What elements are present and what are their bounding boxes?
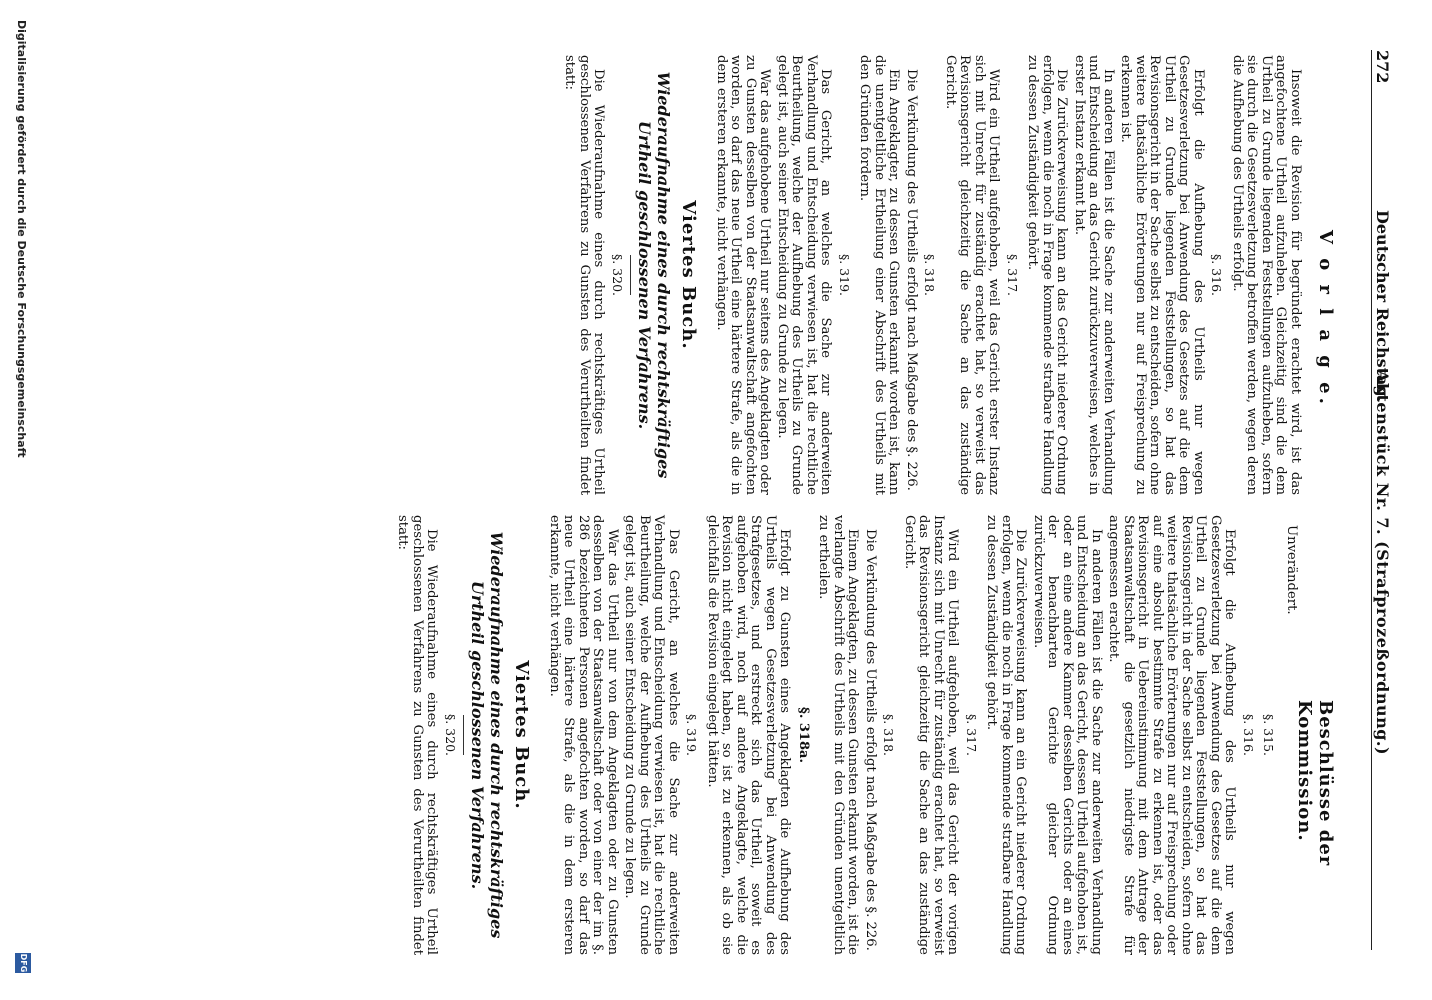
- divider: [630, 255, 631, 295]
- right-column: [392, 515, 1302, 955]
- page-number: 272: [1373, 50, 1392, 84]
- paragraph: Das Gericht, an welches die Sache zur anderweiten Verhandlung und Entscheidung verwiesen ist, hat die rechtliche Beurtheilung, welche der Aufhebung des Urtheils zu Grunde gelegt ist, auch seiner Entscheidung zu Grunde zu legen.: [622, 515, 681, 955]
- section-number: §. 320.: [443, 713, 458, 757]
- paragraph: War das Urtheil nur von dem Angeklagten oder zu Gunsten desselben von der Staatsanwaltschaft oder von einer der im §. 286 bezeichneten Personen angefochten worden, so darf das neue Urtheil eine härtere Strafe, als die in dem ersteren erkannte, nicht verhängen.: [547, 515, 620, 955]
- paragraph: Die Wiederaufnahme eines durch rechtskräftiges Urtheil geschlossenen Verfahrens zu Gunsten des Verurtheilten findet statt:: [395, 515, 440, 955]
- paragraph: Ein Angeklagter, zu dessen Gunsten erkannt worden ist, kann die unentgeltliche Ertheilung einer Abschrift des Urtheils mit den Gründen fordern.: [857, 55, 902, 495]
- paragraph: Wird ein Urtheil aufgehoben, weil das Gericht erster Instanz sich mit Unrecht für zuständig erachtet hat, so verweist das Revisionsgericht gleichzeitig die Sache an das zuständige Gericht.: [943, 55, 1002, 495]
- paragraph: Die Verkündung des Urtheils erfolgt nach Maßgabe des §. 226.: [863, 529, 878, 951]
- section-number: §. 318.: [881, 713, 897, 757]
- book-heading: Viertes Buch.: [678, 200, 700, 350]
- paragraph: Erfolgt zu Gunsten eines Angeklagten die Aufhebung des Urtheils wegen Gesetzesverletzung bei Anwendung des Strafgesetzes, und erstreckt sich das Urtheil, soweit es aufgehoben wird, noch auf andere Angeklagte, welche die Revision nicht eingelegt haben, so ist zu erkennen, als ob sie gleichfalls die Revision eingelegt hätten.: [705, 515, 793, 955]
- header-title: Deutscher Reichstag.: [1373, 210, 1392, 403]
- section-number: §. 318a.: [796, 707, 811, 763]
- footer-credit: Digitalisierung gefördert durch die Deutsche Forschungsgemeinschaft: [15, 20, 28, 458]
- book-heading: Viertes Buch.: [511, 660, 533, 810]
- section-number: §. 320.: [610, 253, 625, 297]
- section-number: §. 319.: [837, 253, 852, 297]
- right-column-heading: Beschlüsse der Kommission.: [1294, 700, 1336, 867]
- header-rule: [1371, 50, 1372, 950]
- section-number: §. 315.: [1261, 713, 1277, 757]
- paragraph: Wird ein Urtheil aufgehoben, weil das Gericht der vorigen Instanz sich mit Unrecht für zuständig erachtet hat, so verweist das Revisionsgericht gleichzeitig die Sache an das zuständige Gericht.: [902, 515, 961, 955]
- paragraph: Die Verkündung des Urtheils erfolgt nach Maßgabe des §. 226.: [904, 69, 919, 491]
- section-number: §. 316.: [1241, 713, 1256, 757]
- header-subtitle: Aktenstück Nr. 7. (Strafprozeßordnung.): [1373, 370, 1392, 756]
- section-number: §. 318.: [922, 253, 938, 297]
- paragraph: Einem Angeklagten, zu dessen Gunsten erkannt worden, ist die verlangte Abschrift des Urtheils mit den Gründen unentgeltlich zu ertheilen.: [816, 515, 861, 955]
- section-number: §. 317.: [964, 713, 979, 757]
- section-number: §. 316.: [1209, 253, 1225, 297]
- divider: [463, 715, 464, 755]
- paragraph: Die Zurückverweisung kann an ein Gericht niederer Ordnung erfolgen, wenn die noch in Frage kommende strafbare Handlung zu dessen Zuständigkeit gehört.: [984, 515, 1029, 955]
- section-number: §. 317.: [1005, 253, 1020, 297]
- unchanged-note: Unverändert.: [1284, 525, 1299, 615]
- paragraph: Erfolgt die Aufhebung des Urtheils nur wegen Gesetzesverletzung bei Anwendung des Gesetzes auf die dem Urtheil zu Grunde liegenden Feststellungen, so hat das Revisionsgericht in der Sache selbst zu entscheiden, sofern ohne weitere thatsächliche Erörterungen nur auf Freisprechung zu erkennen ist.: [1118, 55, 1206, 495]
- page-header: [1373, 40, 1424, 980]
- paragraph: Insoweit die Revision für begründet erachtet wird, ist das angefochtene Urtheil aufzuheben. Gleichzeitig sind die dem Urtheil zu Grunde liegenden Feststellungen aufzuheben, sofern sie durch die Gesetzesverletzung betroffen werden, wegen deren die Aufhebung des Urtheils erfolgt.: [1230, 55, 1303, 495]
- book-title: Wiederaufnahme eines durch rechtskräftiges Urtheil geschlossenen Verfahrens.: [468, 531, 506, 939]
- left-column: [559, 55, 1302, 495]
- paragraph: Die Zurückverweisung kann an das Gericht niederer Ordnung erfolgen, wenn die noch in Frage kommende strafbare Handlung zu dessen Zuständigkeit gehört.: [1025, 55, 1070, 495]
- paragraph: In anderen Fällen ist die Sache zur anderweiten Verhandlung und Entscheidung an das Gericht, dessen Urtheil aufgehoben ist, oder an eine andere Kammer desselben Gerichts oder an eines der benachbarten Gerichte gleicher Ordnung zurückzuverweisen.: [1031, 515, 1104, 955]
- dfg-logo: DFG: [15, 953, 31, 973]
- section-number: §. 319.: [684, 713, 700, 757]
- left-column-heading: V o r l a g e.: [1315, 230, 1336, 408]
- paragraph: War das aufgehobene Urtheil nur seitens des Angeklagten oder zu Gunsten desselben von der Staatsanwaltschaft angefochten worden, so darf das neue Urtheil eine härtere Strafe, als die in dem ersteren erkannte, nicht verhängen.: [714, 55, 773, 495]
- paragraph: Die Wiederaufnahme eines durch rechtskräftiges Urtheil geschlossenen Verfahrens zu Gunsten des Verurtheilten findet statt:: [562, 55, 607, 495]
- paragraph: In anderen Fällen ist die Sache zur anderweiten Verhandlung und Entscheidung an das Gericht zurückzuverweisen, welches in erster Instanz erkannt hat.: [1072, 55, 1116, 495]
- paragraph: Erfolgt die Aufhebung des Urtheils nur wegen Gesetzesverletzung bei Anwendung des Gesetzes auf die dem Urtheil zu Grunde liegenden Feststellungen, so hat das Revisionsgericht in der Sache selbst zu entscheiden, sofern ohne weitere thatsächliche Erörterungen nur auf Freisprechung oder auf eine absolut bestimmte Strafe zu erkennen ist, oder das Revisionsgericht in Uebereinstimmung mit dem Antrage der Staatsanwaltschaft die gesetzlich niedrigste Strafe für angemessen erachtet.: [1106, 515, 1238, 955]
- paragraph: Das Gericht, an welches die Sache zur anderweiten Verhandlung und Entscheidung verwiesen ist, hat die rechtliche Beurtheilung, welche der Aufhebung des Urtheils zu Grunde gelegt ist, auch seiner Entscheidung zu Grunde zu legen.: [775, 55, 834, 495]
- book-title: Wiederaufnahme eines durch rechtskräftiges Urtheil geschlossenen Verfahrens.: [635, 71, 673, 479]
